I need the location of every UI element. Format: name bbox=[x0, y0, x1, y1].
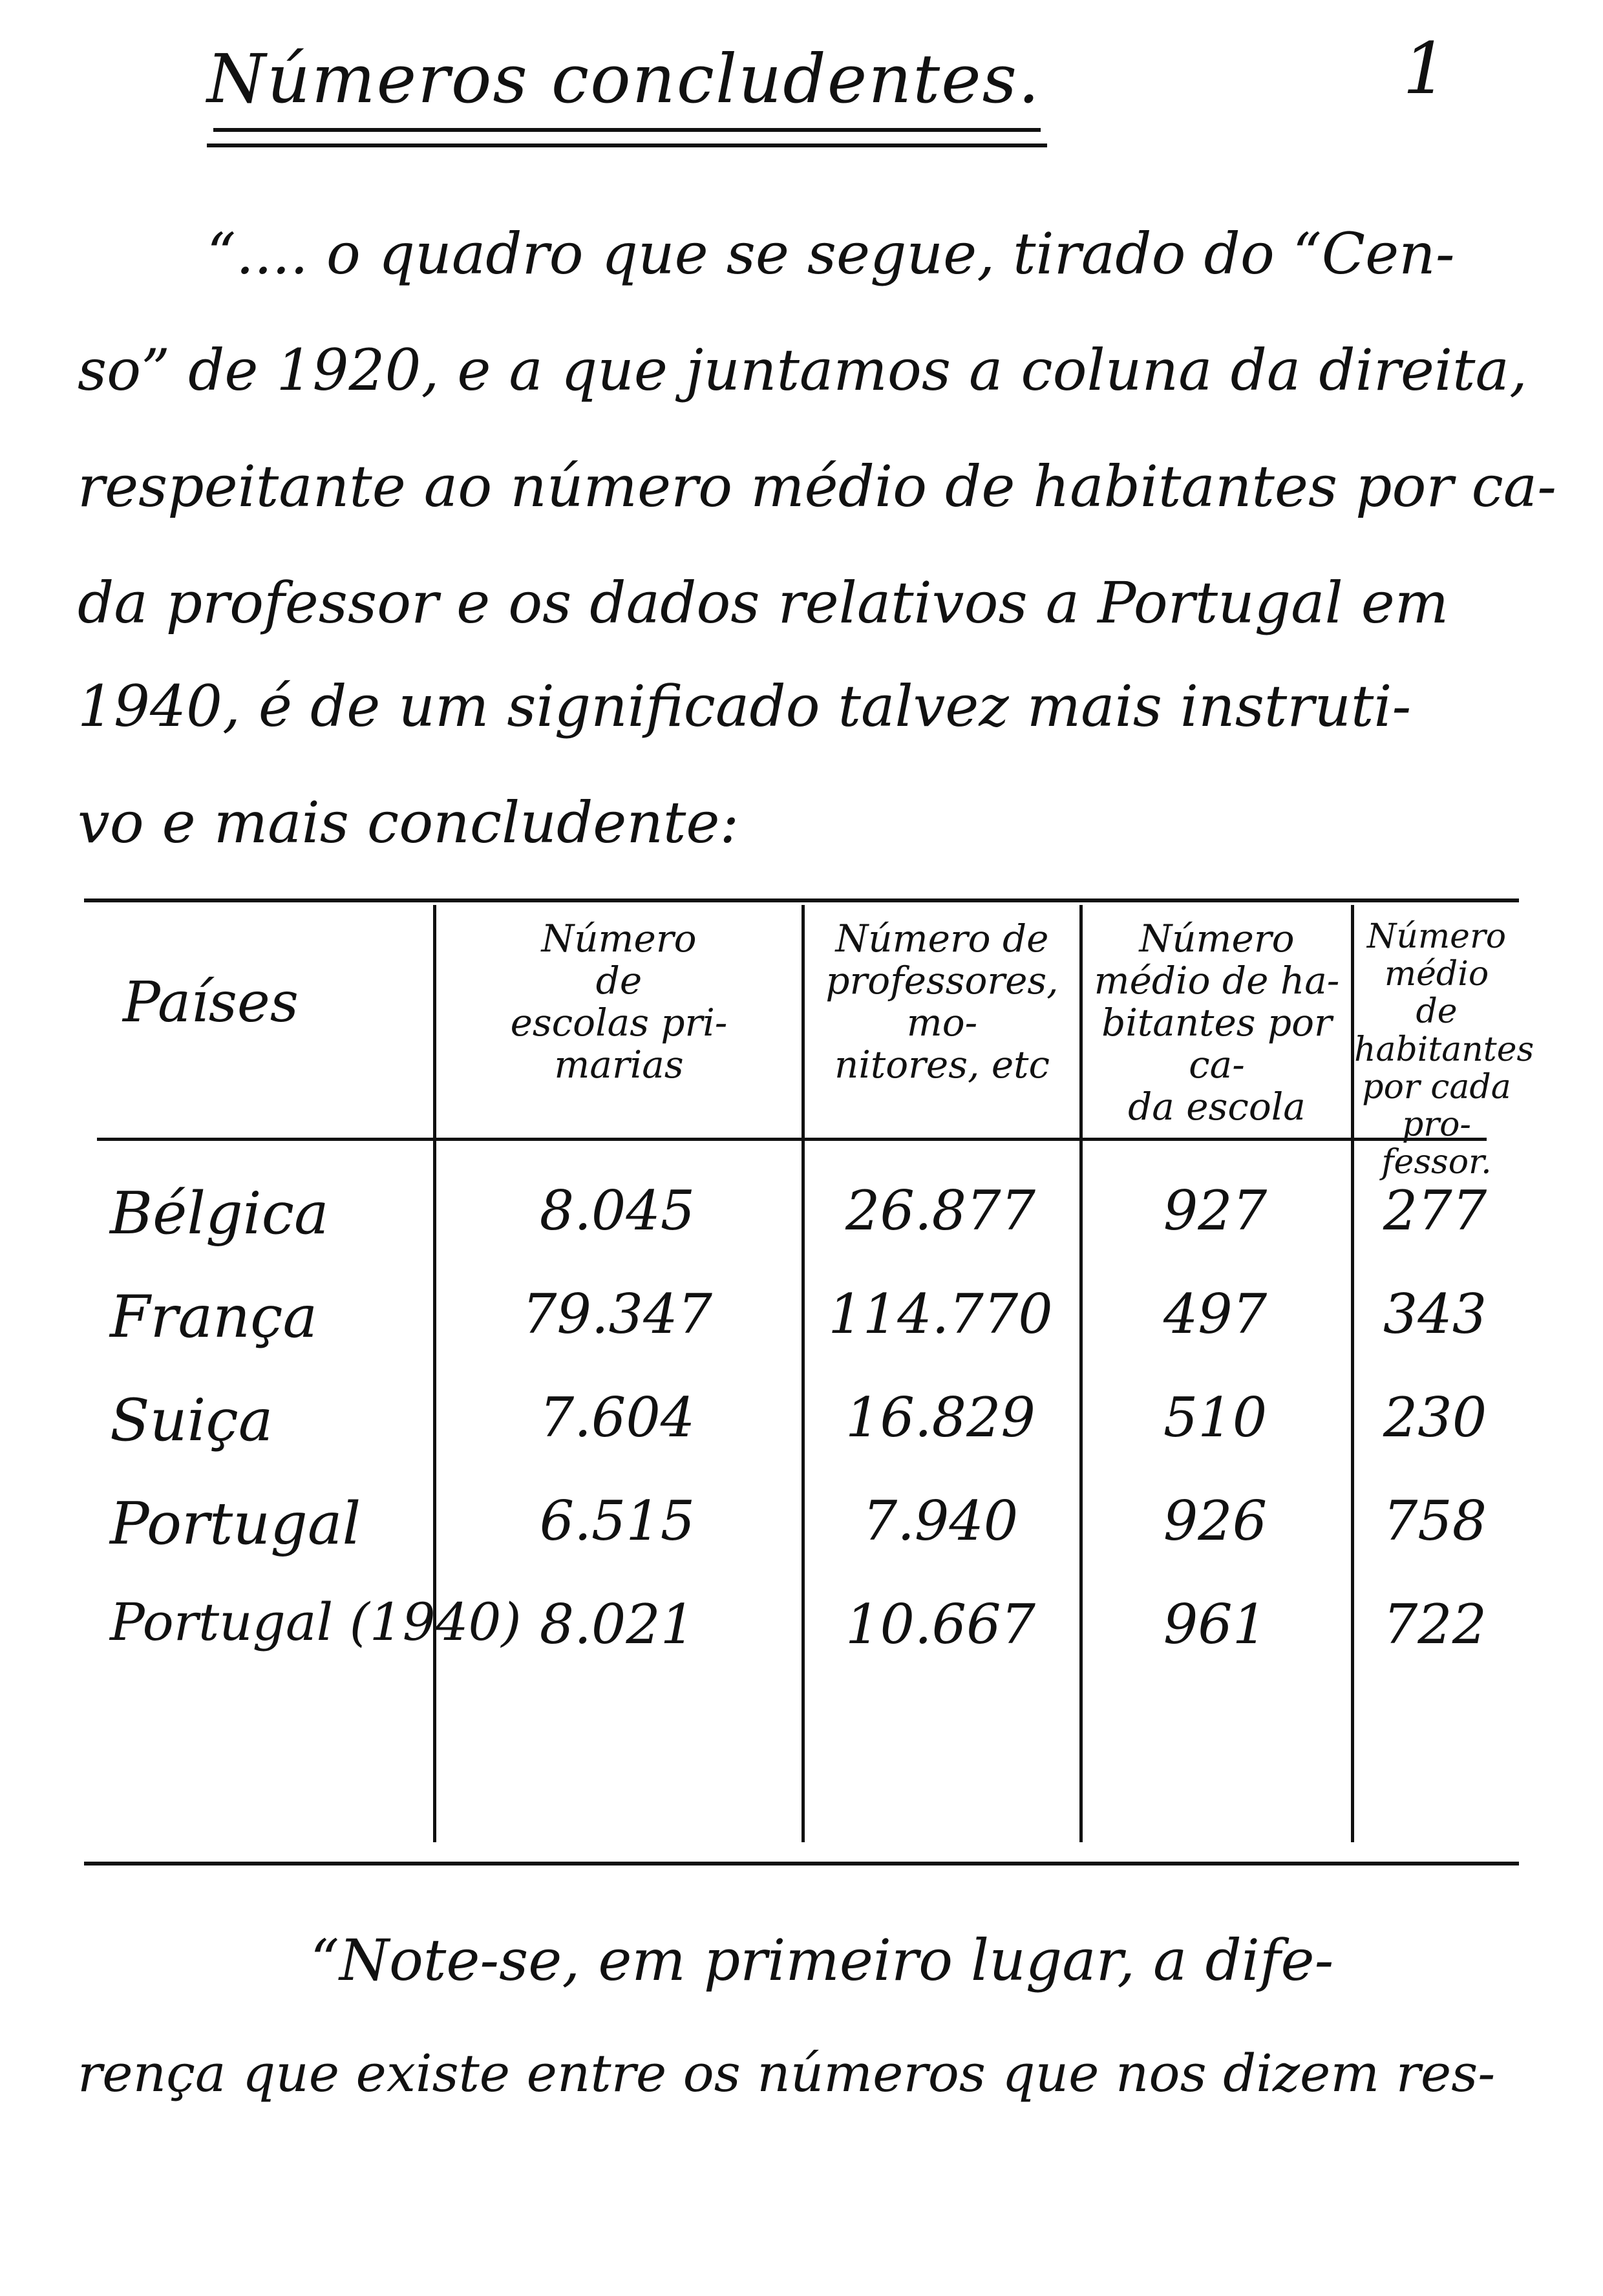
per-teacher-cell: 230 bbox=[1383, 1386, 1487, 1449]
per-school-cell: 510 bbox=[1163, 1386, 1268, 1449]
intro-line: da professor e os dados relativos a Portugal em bbox=[78, 569, 1449, 636]
schools-cell: 8.021 bbox=[539, 1593, 695, 1656]
teachers-cell: 26.877 bbox=[845, 1179, 1035, 1242]
table-row bbox=[84, 1377, 1519, 1480]
header-inhabitants-per-teacher: Número médio de habitantes por cada pro- fessor. bbox=[1354, 917, 1534, 1182]
data-table bbox=[84, 898, 1534, 1887]
per-teacher-cell: 758 bbox=[1383, 1489, 1487, 1553]
table-row bbox=[84, 1480, 1519, 1584]
header-inhabitants-per-school: Número médio de ha- bitantes por ca- da escola bbox=[1094, 917, 1340, 1129]
intro-line: respeitante ao número médio de habitantes por ca- bbox=[78, 453, 1556, 520]
country-cell: Portugal (1940) bbox=[110, 1592, 522, 1652]
per-school-cell: 926 bbox=[1163, 1489, 1268, 1553]
teachers-cell: 114.770 bbox=[828, 1282, 1053, 1346]
schools-cell: 6.515 bbox=[539, 1489, 695, 1553]
table-bottom-rule bbox=[84, 1862, 1519, 1865]
per-teacher-cell: 343 bbox=[1383, 1282, 1487, 1346]
table-row bbox=[84, 1584, 1519, 1687]
intro-line: “.... o quadro que se segue, tirado do “Cen- bbox=[207, 220, 1455, 287]
country-cell: França bbox=[110, 1283, 318, 1351]
header-countries: Países bbox=[123, 970, 299, 1035]
teachers-cell: 16.829 bbox=[845, 1386, 1035, 1449]
page-number: 1 bbox=[1403, 27, 1448, 110]
schools-cell: 79.347 bbox=[522, 1282, 712, 1346]
intro-line: 1940, é de um significado talvez mais instruti- bbox=[78, 673, 1412, 739]
closing-line: rença que existe entre os números que nos dizem res- bbox=[78, 2043, 1496, 2103]
title-underline-second bbox=[207, 144, 1047, 147]
table-header-rule bbox=[97, 1138, 1487, 1141]
intro-line: so” de 1920, e a que juntamos a coluna da direita, bbox=[78, 337, 1527, 403]
per-teacher-cell: 722 bbox=[1383, 1593, 1487, 1656]
table-top-rule bbox=[84, 898, 1519, 902]
intro-line: vo e mais concludente: bbox=[78, 789, 739, 856]
table-row bbox=[84, 1273, 1519, 1377]
country-cell: Bélgica bbox=[110, 1180, 329, 1248]
table-row bbox=[84, 1170, 1519, 1273]
closing-line: “Note-se, em primeiro lugar, a dife- bbox=[310, 1927, 1334, 1993]
teachers-cell: 10.667 bbox=[845, 1593, 1035, 1656]
per-school-cell: 497 bbox=[1163, 1282, 1268, 1346]
page-title: Números concludentes. bbox=[207, 39, 1041, 118]
per-teacher-cell: 277 bbox=[1383, 1179, 1487, 1242]
schools-cell: 7.604 bbox=[539, 1386, 695, 1449]
country-cell: Portugal bbox=[110, 1490, 361, 1558]
per-school-cell: 961 bbox=[1163, 1593, 1268, 1656]
title-underline bbox=[213, 128, 1041, 132]
country-cell: Suiça bbox=[110, 1387, 273, 1454]
header-teachers: Número de professores, mo- nitores, etc bbox=[825, 917, 1059, 1087]
teachers-cell: 7.940 bbox=[862, 1489, 1019, 1553]
schools-cell: 8.045 bbox=[539, 1179, 695, 1242]
header-schools: Número de escolas pri- marias bbox=[510, 917, 728, 1087]
per-school-cell: 927 bbox=[1163, 1179, 1268, 1242]
